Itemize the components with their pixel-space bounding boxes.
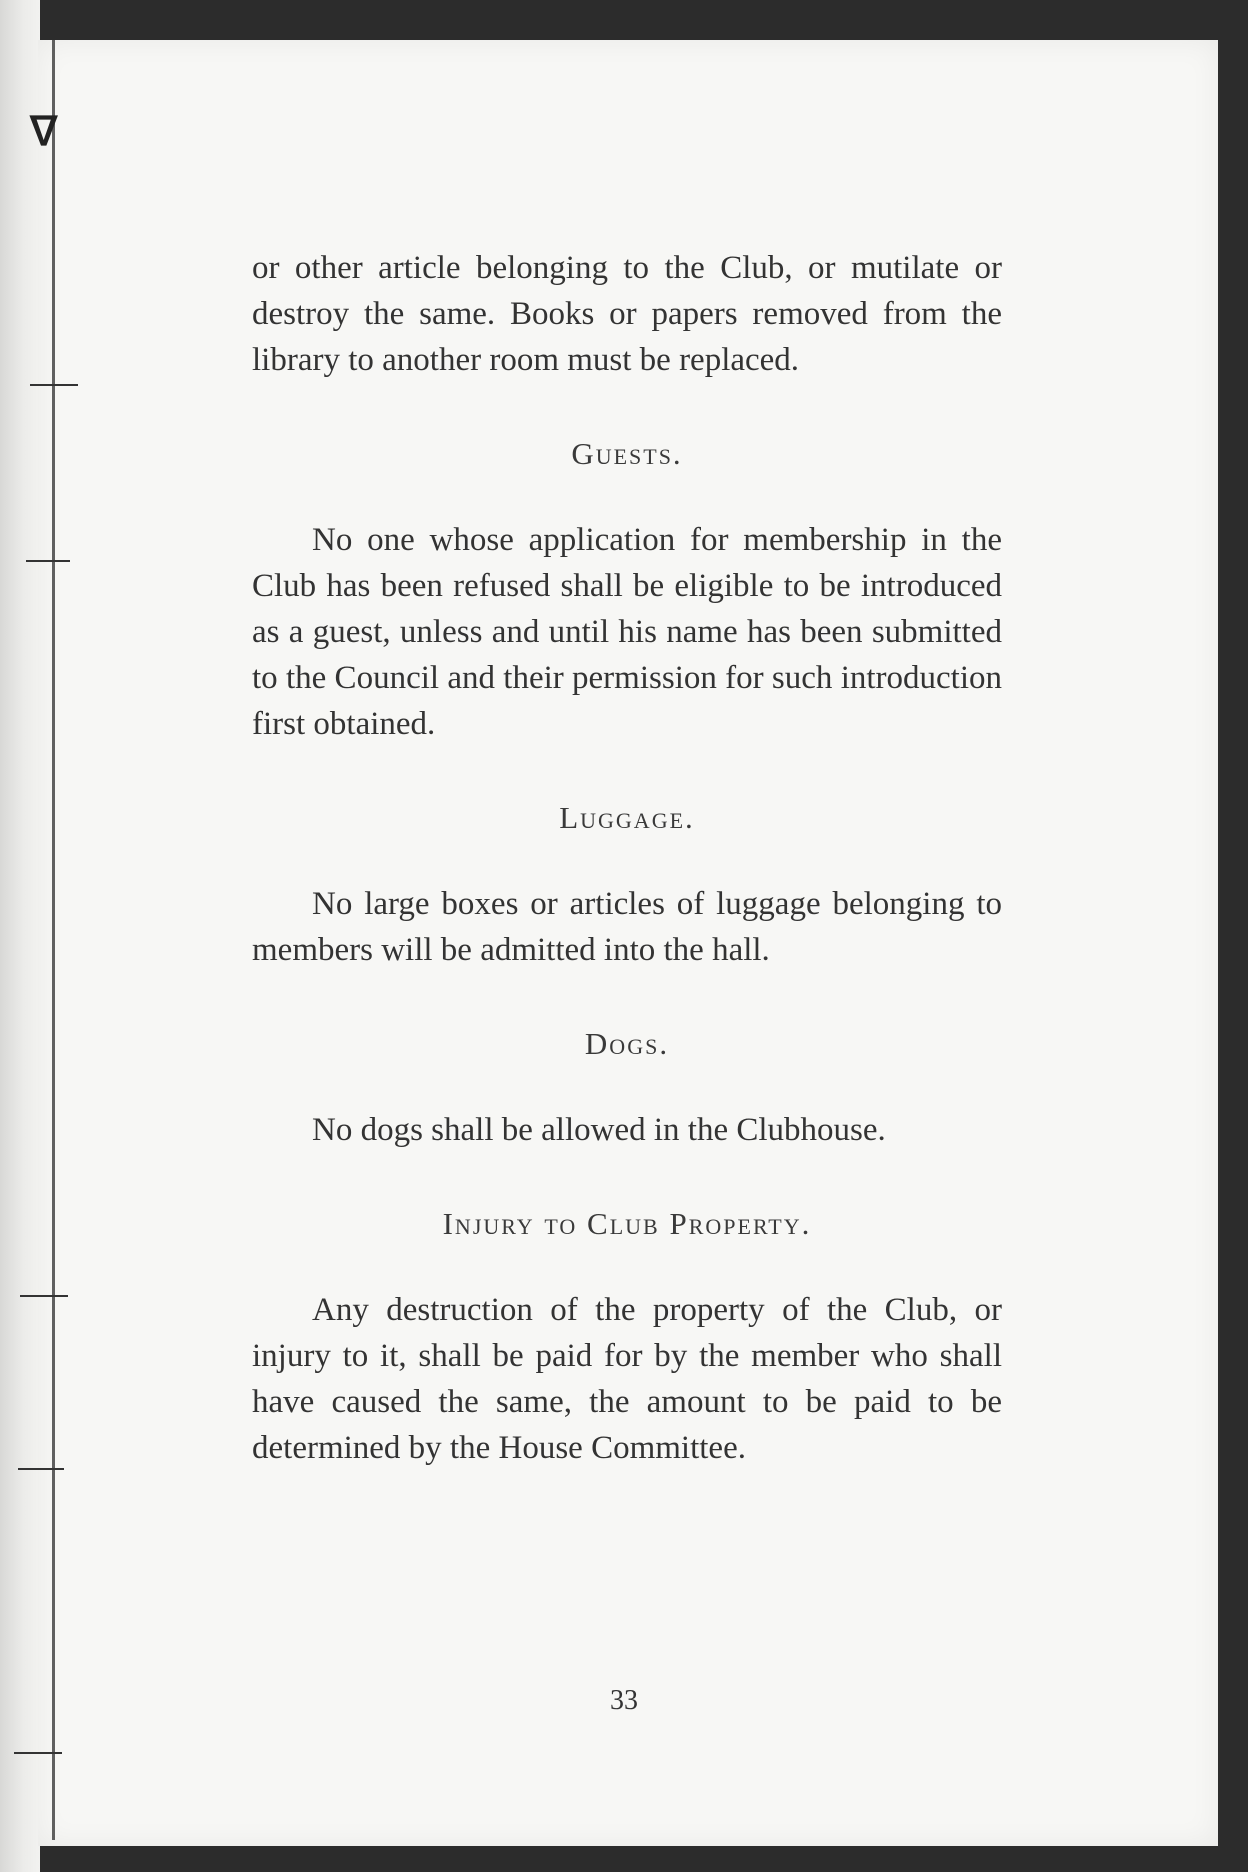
continuation-paragraph: or other article belonging to the Club, or mutilate or destroy the same. Books or papers removed from the library to another room must be replaced. bbox=[252, 250, 1002, 378]
section-body-dogs: No dogs shall be allowed in the Clubhouse. bbox=[312, 1112, 886, 1148]
facing-page-edge bbox=[0, 0, 40, 1872]
binding-spine bbox=[52, 40, 55, 1840]
section-heading-injury: Injury to Club Property. bbox=[442, 1206, 812, 1241]
binding-stitch bbox=[30, 384, 78, 386]
section-heading-guests: Guests. bbox=[571, 436, 683, 471]
binding-stitch bbox=[18, 1468, 64, 1470]
section-body-injury: Any destruction of the property of the Club, or injury to it, shall be paid for by the member who shall have caused the same, the amount to be paid to be determined by the House Committee. bbox=[252, 1292, 1002, 1466]
section-heading-dogs: Dogs. bbox=[584, 1026, 670, 1061]
page-text bbox=[252, 245, 1002, 1471]
binding-stitch bbox=[26, 560, 70, 562]
page-number: 33 bbox=[610, 1685, 638, 1716]
section-body-guests: No one whose application for membership in the Club has been refused shall be eligible to be introduced as a guest, unless and until his name has been submitted to the Council and their permission for such introduction first obtained. bbox=[252, 522, 1002, 742]
section-body-luggage: No large boxes or articles of luggage belonging to members will be admitted into the hall. bbox=[252, 886, 1002, 968]
section-heading-luggage: Luggage. bbox=[559, 800, 695, 835]
binding-stitch bbox=[20, 1295, 68, 1297]
margin-mark: ᐁ bbox=[30, 109, 58, 154]
binding-stitch bbox=[14, 1752, 62, 1754]
